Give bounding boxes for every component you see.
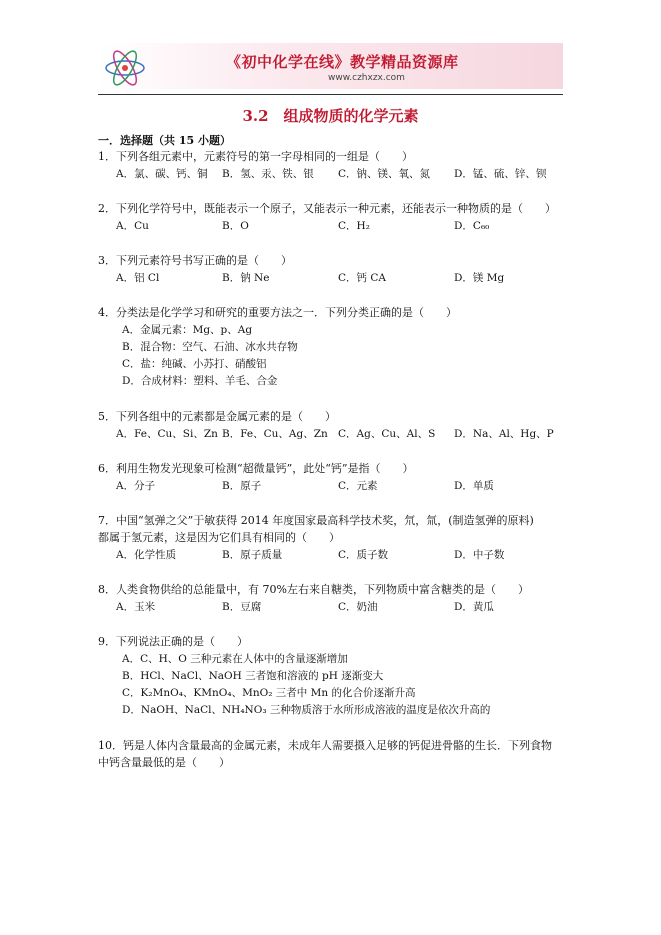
option-a: A．C、H、O 三种元素在人体中的含量逐渐增加 <box>122 653 348 665</box>
option-c: C．奶油 <box>338 601 378 613</box>
option-d: D．Na、Al、Hg、P <box>454 428 554 440</box>
question-stem: 9．下列说法正确的是（ ） <box>98 635 248 648</box>
option-c: C．H₂ <box>338 220 370 232</box>
header-url[interactable]: www.czhxzx.com <box>328 73 405 83</box>
question-stem: 10．钙是人体内含量最高的金属元素，未成年人需要摄入足够的钙促进骨骼的生长．下列食物 <box>98 739 552 752</box>
option-d: D．合成材料：塑料、羊毛、合金 <box>122 375 278 387</box>
option-a: A．化学性质 <box>116 549 177 561</box>
page-header <box>98 43 563 96</box>
option-b: B．豆腐 <box>222 601 262 613</box>
option-d: D．C₆₀ <box>454 220 490 232</box>
section-title: 一．选择题（共 15 小题） <box>98 134 231 147</box>
option-d: D．黄瓜 <box>454 601 494 613</box>
question-stem: 8．人类食物供给的总能量中，有 70%左右来自糖类，下列物质中富含糖类的是（ ） <box>98 583 529 596</box>
option-a: A．Fe、Cu、Si、Zn <box>116 428 218 440</box>
option-c: C．元素 <box>338 480 378 492</box>
option-d: D．镁 Mg <box>454 272 505 284</box>
question-stem-continued: 中钙含量最低的是（ ） <box>98 756 230 769</box>
question-stem-continued: 都属于氢元素，这是因为它们具有相同的（ ） <box>98 531 340 544</box>
option-b: B．钠 Ne <box>222 272 270 284</box>
option-d: D．NaOH、NaCl、NH₄NO₃ 三种物质溶于水所形成溶液的温度是依次升高的 <box>122 704 491 716</box>
option-a: A．分子 <box>116 480 156 492</box>
option-d: D．锰、硫、锌、钡 <box>454 168 547 180</box>
option-c: C．盐：纯碱、小苏打、硝酸铝 <box>122 358 267 370</box>
option-a: A．氯、碳、钙、铜 <box>116 168 208 180</box>
question-stem: 7．中国“氢弹之父”于敏获得 2014 年度国家最高科学技术奖，氘，氚，(制造氢弹的原料) <box>98 514 534 527</box>
option-b: B．O <box>222 220 249 232</box>
question-stem: 6．利用生物发光现象可检测“超微量钙”，此处“钙”是指（ ） <box>98 462 414 475</box>
header-title: 《初中化学在线》教学精品资源库 <box>226 53 459 71</box>
option-a: A．玉米 <box>116 601 156 613</box>
option-b: B．Fe、Cu、Ag、Zn <box>222 428 328 440</box>
atom-logo-icon <box>102 47 148 89</box>
document-title: 3.2 组成物质的化学元素 <box>242 107 419 125</box>
option-c: C．质子数 <box>338 549 389 561</box>
option-a: A．铝 Cl <box>116 272 160 284</box>
option-d: D．单质 <box>454 480 494 492</box>
option-b: B．原子 <box>222 480 262 492</box>
question-stem: 2．下列化学符号中，既能表示一个原子，又能表示一种元素，还能表示一种物质的是（ ） <box>98 202 556 215</box>
option-b: B．原子质量 <box>222 549 283 561</box>
option-b: B．HCl、NaCl、NaOH 三者饱和溶液的 pH 逐渐变大 <box>122 670 384 682</box>
option-c: C．钙 CA <box>338 272 386 284</box>
option-b: B．氢、汞、铁、银 <box>222 168 314 180</box>
option-b: B．混合物：空气、石油、冰水共存物 <box>122 341 298 353</box>
option-c: C．钠、镁、氧、氮 <box>338 168 431 180</box>
option-a: A．金属元素：Mg、p、Ag <box>122 324 253 336</box>
option-c: C．Ag、Cu、Al、S <box>338 428 436 440</box>
header-divider <box>98 94 563 95</box>
option-a: A．Cu <box>116 220 149 232</box>
question-stem: 1．下列各组元素中，元素符号的第一字母相同的一组是（ ） <box>98 150 413 163</box>
question-stem: 4．分类法是化学学习和研究的重要方法之一．下列分类正确的是（ ） <box>98 306 457 319</box>
question-stem: 5．下列各组中的元素都是金属元素的是（ ） <box>98 410 336 423</box>
question-stem: 3．下列元素符号书写正确的是（ ） <box>98 254 292 267</box>
option-c: C．K₂MnO₄、KMnO₄、MnO₂ 三者中 Mn 的化合价逐渐升高 <box>122 687 416 699</box>
option-d: D．中子数 <box>454 549 505 561</box>
